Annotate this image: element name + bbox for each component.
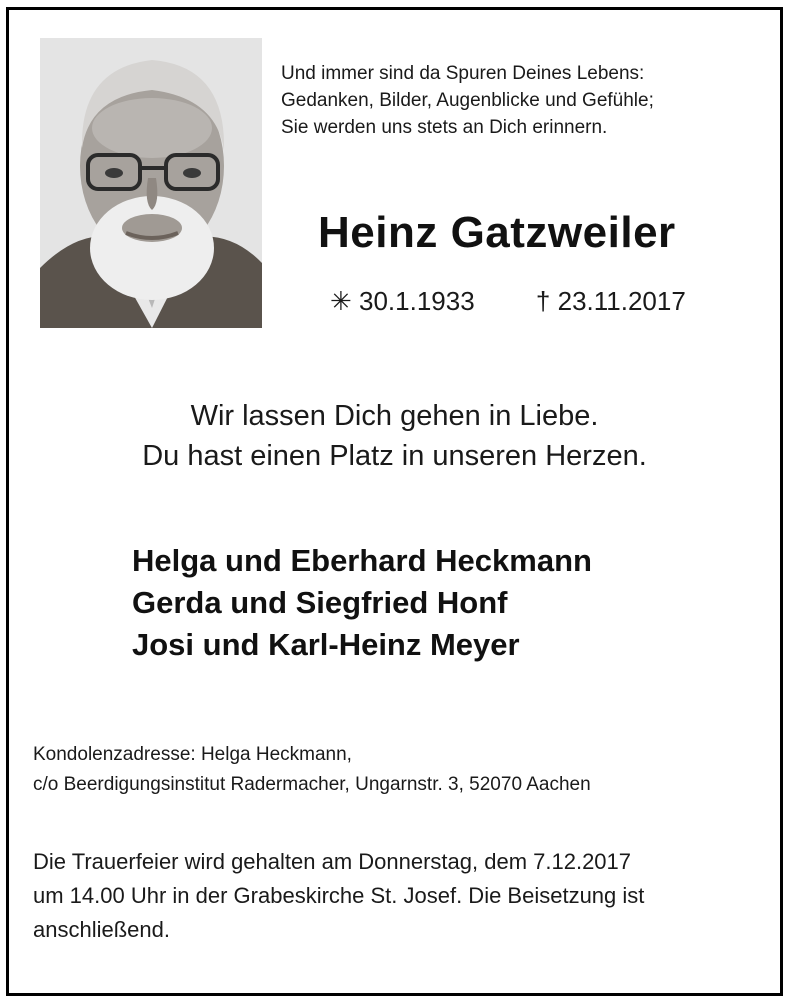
condolence-address bbox=[33, 740, 591, 800]
ceremony-notice bbox=[33, 845, 644, 947]
farewell-text bbox=[0, 396, 789, 476]
verse-line: Sie werden uns stets an Dich erinnern. bbox=[281, 117, 608, 138]
deceased-name: Heinz Gatzweiler bbox=[318, 208, 676, 257]
mourners-list bbox=[132, 540, 592, 666]
birth-date: ✳ 30.1.1933 bbox=[330, 286, 475, 316]
death-date: † 23.11.2017 bbox=[535, 286, 686, 316]
verse-line: Und immer sind da Spuren Deines Lebens: bbox=[281, 63, 645, 84]
verse-line: Gedanken, Bilder, Augenblicke und Gefühle; bbox=[281, 90, 654, 111]
ceremony-line: anschließend. bbox=[33, 917, 170, 942]
farewell-line: Wir lassen Dich gehen in Liebe. bbox=[190, 400, 599, 432]
ceremony-line: um 14.00 Uhr in der Grabeskirche St. Josef. Die Beisetzung ist bbox=[33, 883, 645, 908]
mourner: Helga und Eberhard Heckmann bbox=[132, 543, 592, 578]
portrait-illustration bbox=[40, 38, 262, 328]
mourner: Josi und Karl-Heinz Meyer bbox=[132, 627, 520, 662]
verse bbox=[281, 60, 654, 141]
address-line: Kondolenzadresse: Helga Heckmann, bbox=[33, 744, 352, 765]
ceremony-line: Die Trauerfeier wird gehalten am Donnerstag, dem 7.12.2017 bbox=[33, 849, 632, 874]
portrait-photo bbox=[40, 38, 262, 328]
mourner: Gerda und Siegfried Honf bbox=[132, 585, 508, 620]
life-dates bbox=[330, 286, 686, 317]
address-line: c/o Beerdigungsinstitut Radermacher, Ungarnstr. 3, 52070 Aachen bbox=[33, 774, 591, 795]
farewell-line: Du hast einen Platz in unseren Herzen. bbox=[142, 440, 647, 472]
